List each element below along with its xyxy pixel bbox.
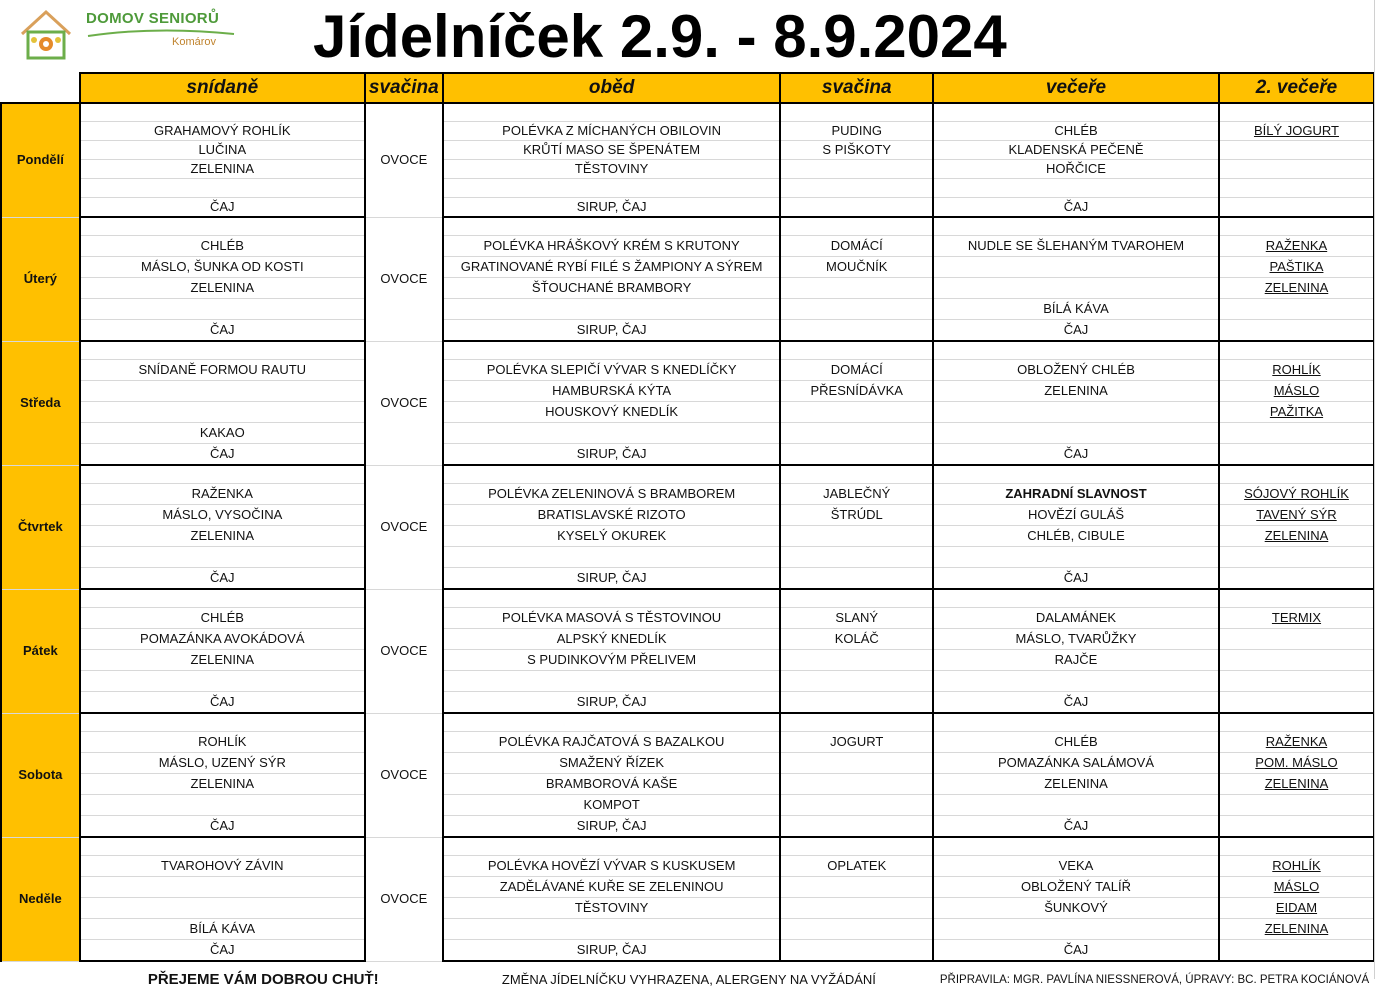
brand-name: DOMOV SENIORŮ xyxy=(86,10,220,27)
cell-second-dinner xyxy=(1219,692,1374,714)
cell-lunch xyxy=(443,713,781,732)
cell-second-dinner: ZELENINA xyxy=(1219,774,1374,795)
day-name: Pondělí xyxy=(1,103,80,217)
cell-breakfast: CHLÉB xyxy=(80,236,365,257)
cell-second-dinner: EIDAM xyxy=(1219,898,1374,919)
cell-afternoon-snack: MOUČNÍK xyxy=(780,257,933,278)
cell-second-dinner xyxy=(1219,940,1374,962)
column-header-row xyxy=(1,73,1374,103)
cell-second-dinner xyxy=(1219,547,1374,568)
cell-dinner: ČAJ xyxy=(933,320,1219,342)
page-title: Jídelníček 2.9. - 8.9.2024 xyxy=(313,3,1007,70)
cell-afternoon-snack xyxy=(780,341,933,360)
footer-note: ZMĚNA JÍDELNÍČKU VYHRAZENA, ALERGENY NA VYŽÁDÁNÍ xyxy=(501,972,876,987)
cell-second-dinner: TAVENÝ SÝR xyxy=(1219,505,1374,526)
cell-afternoon-snack: SLANÝ xyxy=(780,608,933,629)
column-header-afternoon-snack: svačina xyxy=(780,73,933,103)
cell-dinner xyxy=(933,547,1219,568)
day-name: Sobota xyxy=(1,713,80,837)
cell-breakfast: KAKAO xyxy=(80,423,365,444)
cell-afternoon-snack xyxy=(780,940,933,962)
cell-lunch: BRAMBOROVÁ KAŠE xyxy=(443,774,781,795)
column-header-snack: svačina xyxy=(365,73,443,103)
cell-dinner: ČAJ xyxy=(933,444,1219,466)
cell-second-dinner xyxy=(1219,299,1374,320)
cell-dinner xyxy=(933,919,1219,940)
menu-row xyxy=(1,526,1374,547)
cell-dinner xyxy=(933,589,1219,608)
cell-second-dinner xyxy=(1219,629,1374,650)
cell-dinner xyxy=(933,465,1219,484)
brand-town: Komárov xyxy=(172,36,217,48)
cell-snack: OVOCE xyxy=(365,103,443,217)
menu-row xyxy=(1,122,1374,141)
cell-lunch: POLÉVKA HOVĚZÍ VÝVAR S KUSKUSEM xyxy=(443,856,781,877)
cell-second-dinner xyxy=(1219,179,1374,198)
cell-breakfast: ROHLÍK xyxy=(80,732,365,753)
cell-breakfast: ČAJ xyxy=(80,320,365,342)
cell-second-dinner xyxy=(1219,217,1374,236)
cell-breakfast xyxy=(80,877,365,898)
cell-breakfast xyxy=(80,898,365,919)
cell-lunch: ALPSKÝ KNEDLÍK xyxy=(443,629,781,650)
cell-breakfast: TVAROHOVÝ ZÁVIN xyxy=(80,856,365,877)
cell-afternoon-snack xyxy=(780,816,933,838)
cell-second-dinner xyxy=(1219,103,1374,122)
cell-breakfast xyxy=(80,671,365,692)
cell-lunch: ŠŤOUCHANÉ BRAMBORY xyxy=(443,278,781,299)
cell-second-dinner: POM. MÁSLO xyxy=(1219,753,1374,774)
cell-second-dinner: RAŽENKA xyxy=(1219,236,1374,257)
cell-second-dinner: TERMIX xyxy=(1219,608,1374,629)
menu-row xyxy=(1,257,1374,278)
menu-row xyxy=(1,650,1374,671)
menu-row xyxy=(1,856,1374,877)
cell-second-dinner xyxy=(1219,160,1374,179)
menu-row xyxy=(1,198,1374,218)
cell-breakfast xyxy=(80,381,365,402)
cell-afternoon-snack xyxy=(780,198,933,218)
cell-lunch: SIRUP, ČAJ xyxy=(443,444,781,466)
menu-row xyxy=(1,732,1374,753)
cell-lunch: SIRUP, ČAJ xyxy=(443,198,781,218)
cell-afternoon-snack: PUDING xyxy=(780,122,933,141)
cell-second-dinner xyxy=(1219,650,1374,671)
cell-second-dinner: MÁSLO xyxy=(1219,381,1374,402)
cell-lunch xyxy=(443,217,781,236)
cell-afternoon-snack xyxy=(780,774,933,795)
house-logo-icon xyxy=(18,8,74,62)
cell-lunch: SIRUP, ČAJ xyxy=(443,568,781,590)
cell-dinner xyxy=(933,795,1219,816)
cell-second-dinner xyxy=(1219,795,1374,816)
cell-second-dinner xyxy=(1219,713,1374,732)
cell-lunch: GRATINOVANÉ RYBÍ FILÉ S ŽAMPIONY A SÝREM xyxy=(443,257,781,278)
cell-lunch xyxy=(443,341,781,360)
column-header-second-dinner: 2. večeře xyxy=(1219,73,1374,103)
cell-lunch: TĚSTOVINY xyxy=(443,898,781,919)
cell-lunch: POLÉVKA RAJČATOVÁ S BAZALKOU xyxy=(443,732,781,753)
cell-dinner: VEKA xyxy=(933,856,1219,877)
cell-second-dinner: PAŽITKA xyxy=(1219,402,1374,423)
cell-dinner: ZELENINA xyxy=(933,381,1219,402)
cell-lunch xyxy=(443,671,781,692)
footer-row xyxy=(1,961,1374,998)
cell-afternoon-snack xyxy=(780,423,933,444)
menu-row xyxy=(1,299,1374,320)
menu-row xyxy=(1,278,1374,299)
cell-afternoon-snack xyxy=(780,919,933,940)
cell-second-dinner: ZELENINA xyxy=(1219,919,1374,940)
cell-lunch: SIRUP, ČAJ xyxy=(443,320,781,342)
cell-breakfast: ČAJ xyxy=(80,940,365,962)
cell-lunch: S PUDINKOVÝM PŘELIVEM xyxy=(443,650,781,671)
column-header-lunch: oběd xyxy=(443,73,781,103)
menu-table xyxy=(0,72,1375,998)
menu-row xyxy=(1,444,1374,466)
cell-dinner: RAJČE xyxy=(933,650,1219,671)
cell-second-dinner xyxy=(1219,589,1374,608)
cell-dinner: CHLÉB, CIBULE xyxy=(933,526,1219,547)
cell-breakfast: ZELENINA xyxy=(80,774,365,795)
cell-afternoon-snack xyxy=(780,837,933,856)
menu-row xyxy=(1,217,1374,236)
cell-lunch xyxy=(443,423,781,444)
cell-second-dinner: ZELENINA xyxy=(1219,278,1374,299)
cell-lunch: SIRUP, ČAJ xyxy=(443,940,781,962)
column-header-dinner: večeře xyxy=(933,73,1219,103)
cell-dinner xyxy=(933,179,1219,198)
menu-row xyxy=(1,360,1374,381)
cell-afternoon-snack xyxy=(780,103,933,122)
cell-breakfast xyxy=(80,795,365,816)
day-name: Čtvrtek xyxy=(1,465,80,589)
cell-second-dinner xyxy=(1219,423,1374,444)
menu-row xyxy=(1,320,1374,342)
cell-breakfast: MÁSLO, ŠUNKA OD KOSTI xyxy=(80,257,365,278)
cell-breakfast: ČAJ xyxy=(80,692,365,714)
cell-dinner xyxy=(933,103,1219,122)
cell-dinner: DALAMÁNEK xyxy=(933,608,1219,629)
cell-breakfast xyxy=(80,103,365,122)
cell-lunch: KRŮTÍ MASO SE ŠPENÁTEM xyxy=(443,141,781,160)
cell-dinner: HOVĚZÍ GULÁŠ xyxy=(933,505,1219,526)
cell-breakfast xyxy=(80,402,365,423)
cell-lunch: KOMPOT xyxy=(443,795,781,816)
cell-lunch xyxy=(443,465,781,484)
cell-breakfast xyxy=(80,341,365,360)
cell-dinner xyxy=(933,341,1219,360)
menu-row xyxy=(1,465,1374,484)
cell-breakfast xyxy=(80,837,365,856)
cell-dinner: ŠUNKOVÝ xyxy=(933,898,1219,919)
menu-row xyxy=(1,692,1374,714)
cell-second-dinner xyxy=(1219,568,1374,590)
cell-breakfast xyxy=(80,179,365,198)
cell-lunch: SMAŽENÝ ŘÍZEK xyxy=(443,753,781,774)
cell-breakfast xyxy=(80,713,365,732)
cell-afternoon-snack xyxy=(780,589,933,608)
cell-lunch xyxy=(443,547,781,568)
cell-afternoon-snack xyxy=(780,278,933,299)
cell-afternoon-snack xyxy=(780,299,933,320)
cell-afternoon-snack xyxy=(780,898,933,919)
cell-afternoon-snack: ŠTRÚDL xyxy=(780,505,933,526)
cell-breakfast: ZELENINA xyxy=(80,526,365,547)
menu-row xyxy=(1,753,1374,774)
cell-second-dinner: ROHLÍK xyxy=(1219,360,1374,381)
menu-row xyxy=(1,160,1374,179)
menu-row xyxy=(1,898,1374,919)
cell-snack: OVOCE xyxy=(365,341,443,465)
cell-breakfast: MÁSLO, VYSOČINA xyxy=(80,505,365,526)
cell-afternoon-snack xyxy=(780,179,933,198)
day-name: Středa xyxy=(1,341,80,465)
cell-second-dinner xyxy=(1219,198,1374,218)
menu-row xyxy=(1,629,1374,650)
menu-row xyxy=(1,816,1374,838)
cell-second-dinner xyxy=(1219,816,1374,838)
cell-afternoon-snack xyxy=(780,217,933,236)
cell-second-dinner xyxy=(1219,320,1374,342)
cell-afternoon-snack xyxy=(780,444,933,466)
cell-dinner xyxy=(933,713,1219,732)
menu-row xyxy=(1,484,1374,505)
cell-second-dinner xyxy=(1219,141,1374,160)
cell-dinner xyxy=(933,278,1219,299)
cell-dinner xyxy=(933,423,1219,444)
day-name: Neděle xyxy=(1,837,80,961)
menu-row xyxy=(1,547,1374,568)
cell-lunch: POLÉVKA ZELENINOVÁ S BRAMBOREM xyxy=(443,484,781,505)
cell-lunch: BRATISLAVSKÉ RIZOTO xyxy=(443,505,781,526)
cell-lunch: POLÉVKA HRÁŠKOVÝ KRÉM S KRUTONY xyxy=(443,236,781,257)
cell-second-dinner: BÍLÝ JOGURT xyxy=(1219,122,1374,141)
menu-row xyxy=(1,179,1374,198)
cell-breakfast: ČAJ xyxy=(80,444,365,466)
cell-breakfast: CHLÉB xyxy=(80,608,365,629)
menu-row xyxy=(1,713,1374,732)
cell-lunch xyxy=(443,103,781,122)
cell-breakfast xyxy=(80,589,365,608)
cell-lunch: HAMBURSKÁ KÝTA xyxy=(443,381,781,402)
cell-dinner: ČAJ xyxy=(933,940,1219,962)
cell-afternoon-snack xyxy=(780,547,933,568)
cell-afternoon-snack xyxy=(780,402,933,423)
cell-dinner xyxy=(933,402,1219,423)
cell-dinner: KLADENSKÁ PEČENĚ xyxy=(933,141,1219,160)
cell-dinner: CHLÉB xyxy=(933,732,1219,753)
cell-dinner: BÍLÁ KÁVA xyxy=(933,299,1219,320)
cell-breakfast: ZELENINA xyxy=(80,650,365,671)
cell-dinner: MÁSLO, TVARŮŽKY xyxy=(933,629,1219,650)
cell-afternoon-snack xyxy=(780,795,933,816)
cell-breakfast: LUČINA xyxy=(80,141,365,160)
cell-lunch: POLÉVKA Z MÍCHANÝCH OBILOVIN xyxy=(443,122,781,141)
cell-second-dinner xyxy=(1219,671,1374,692)
cell-lunch: HOUSKOVÝ KNEDLÍK xyxy=(443,402,781,423)
cell-lunch: POLÉVKA MASOVÁ S TĚSTOVINOU xyxy=(443,608,781,629)
menu-row xyxy=(1,795,1374,816)
cell-dinner: POMAZÁNKA SALÁMOVÁ xyxy=(933,753,1219,774)
cell-second-dinner xyxy=(1219,444,1374,466)
menu-row xyxy=(1,423,1374,444)
cell-snack: OVOCE xyxy=(365,589,443,713)
cell-second-dinner xyxy=(1219,465,1374,484)
cell-afternoon-snack: JOGURT xyxy=(780,732,933,753)
cell-afternoon-snack xyxy=(780,650,933,671)
cell-afternoon-snack: PŘESNÍDÁVKA xyxy=(780,381,933,402)
cell-snack: OVOCE xyxy=(365,713,443,837)
cell-afternoon-snack xyxy=(780,320,933,342)
cell-afternoon-snack: JABLEČNÝ xyxy=(780,484,933,505)
cell-lunch: ZADĚLÁVANÉ KUŘE SE ZELENINOU xyxy=(443,877,781,898)
cell-afternoon-snack xyxy=(780,526,933,547)
cell-breakfast xyxy=(80,465,365,484)
page-header xyxy=(0,0,1375,72)
cell-breakfast: POMAZÁNKA AVOKÁDOVÁ xyxy=(80,629,365,650)
cell-afternoon-snack xyxy=(780,568,933,590)
cell-second-dinner: ROHLÍK xyxy=(1219,856,1374,877)
cell-lunch: SIRUP, ČAJ xyxy=(443,816,781,838)
menu-row xyxy=(1,774,1374,795)
cell-lunch xyxy=(443,919,781,940)
cell-dinner: ZAHRADNÍ SLAVNOST xyxy=(933,484,1219,505)
menu-row xyxy=(1,568,1374,590)
menu-row xyxy=(1,837,1374,856)
menu-row xyxy=(1,381,1374,402)
cell-dinner: NUDLE SE ŠLEHANÝM TVAROHEM xyxy=(933,236,1219,257)
cell-breakfast xyxy=(80,217,365,236)
day-name: Pátek xyxy=(1,589,80,713)
menu-row xyxy=(1,671,1374,692)
cell-lunch xyxy=(443,837,781,856)
menu-row xyxy=(1,919,1374,940)
cell-afternoon-snack: OPLATEK xyxy=(780,856,933,877)
cell-dinner xyxy=(933,257,1219,278)
cell-afternoon-snack: DOMÁCÍ xyxy=(780,236,933,257)
menu-row xyxy=(1,877,1374,898)
cell-afternoon-snack: S PIŠKOTY xyxy=(780,141,933,160)
day-name: Úterý xyxy=(1,217,80,341)
cell-dinner: OBLOŽENÝ CHLÉB xyxy=(933,360,1219,381)
cell-dinner: ČAJ xyxy=(933,816,1219,838)
cell-breakfast: GRAHAMOVÝ ROHLÍK xyxy=(80,122,365,141)
cell-afternoon-snack xyxy=(780,671,933,692)
cell-second-dinner: PAŠTIKA xyxy=(1219,257,1374,278)
cell-afternoon-snack xyxy=(780,713,933,732)
cell-breakfast: ČAJ xyxy=(80,568,365,590)
cell-breakfast: SNÍDANĚ FORMOU RAUTU xyxy=(80,360,365,381)
cell-second-dinner xyxy=(1219,837,1374,856)
cell-lunch: KYSELÝ OKUREK xyxy=(443,526,781,547)
cell-breakfast: ČAJ xyxy=(80,816,365,838)
cell-lunch: TĚSTOVINY xyxy=(443,160,781,179)
cell-lunch xyxy=(443,179,781,198)
cell-dinner: HOŘČICE xyxy=(933,160,1219,179)
cell-lunch: SIRUP, ČAJ xyxy=(443,692,781,714)
cell-dinner xyxy=(933,217,1219,236)
column-header-breakfast: snídaně xyxy=(80,73,365,103)
menu-row xyxy=(1,103,1374,122)
footer-credits: PŘIPRAVILA: MGR. PAVLÍNA NIESSNEROVÁ, ÚPRAVY: BC. PETRA KOCIÁNOVÁ xyxy=(939,974,1370,986)
cell-lunch: POLÉVKA SLEPIČÍ VÝVAR S KNEDLÍČKY xyxy=(443,360,781,381)
cell-second-dinner: RAŽENKA xyxy=(1219,732,1374,753)
menu-row xyxy=(1,141,1374,160)
cell-snack: OVOCE xyxy=(365,217,443,341)
cell-breakfast: MÁSLO, UZENÝ SÝR xyxy=(80,753,365,774)
cell-breakfast xyxy=(80,299,365,320)
cell-dinner xyxy=(933,837,1219,856)
cell-dinner: OBLOŽENÝ TALÍŘ xyxy=(933,877,1219,898)
cell-second-dinner: MÁSLO xyxy=(1219,877,1374,898)
cell-afternoon-snack xyxy=(780,753,933,774)
cell-dinner: ZELENINA xyxy=(933,774,1219,795)
cell-breakfast xyxy=(80,547,365,568)
cell-afternoon-snack xyxy=(780,465,933,484)
cell-dinner: CHLÉB xyxy=(933,122,1219,141)
cell-breakfast: RAŽENKA xyxy=(80,484,365,505)
cell-breakfast: ZELENINA xyxy=(80,160,365,179)
cell-second-dinner: ZELENINA xyxy=(1219,526,1374,547)
cell-dinner: ČAJ xyxy=(933,198,1219,218)
cell-dinner: ČAJ xyxy=(933,568,1219,590)
menu-row xyxy=(1,505,1374,526)
cell-afternoon-snack xyxy=(780,877,933,898)
cell-breakfast: BÍLÁ KÁVA xyxy=(80,919,365,940)
menu-row xyxy=(1,608,1374,629)
cell-second-dinner xyxy=(1219,341,1374,360)
menu-row xyxy=(1,589,1374,608)
cell-snack: OVOCE xyxy=(365,465,443,589)
cell-afternoon-snack xyxy=(780,160,933,179)
menu-row xyxy=(1,341,1374,360)
cell-lunch xyxy=(443,589,781,608)
menu-row xyxy=(1,402,1374,423)
cell-afternoon-snack: KOLÁČ xyxy=(780,629,933,650)
cell-breakfast: ZELENINA xyxy=(80,278,365,299)
cell-afternoon-snack: DOMÁCÍ xyxy=(780,360,933,381)
cell-dinner: ČAJ xyxy=(933,692,1219,714)
cell-snack: OVOCE xyxy=(365,837,443,961)
cell-breakfast: ČAJ xyxy=(80,198,365,218)
menu-row xyxy=(1,940,1374,962)
cell-lunch xyxy=(443,299,781,320)
cell-afternoon-snack xyxy=(780,692,933,714)
footer-wish: PŘEJEME VÁM DOBROU CHUŤ! xyxy=(147,971,379,988)
cell-second-dinner: SÓJOVÝ ROHLÍK xyxy=(1219,484,1374,505)
cell-dinner xyxy=(933,671,1219,692)
menu-row xyxy=(1,236,1374,257)
